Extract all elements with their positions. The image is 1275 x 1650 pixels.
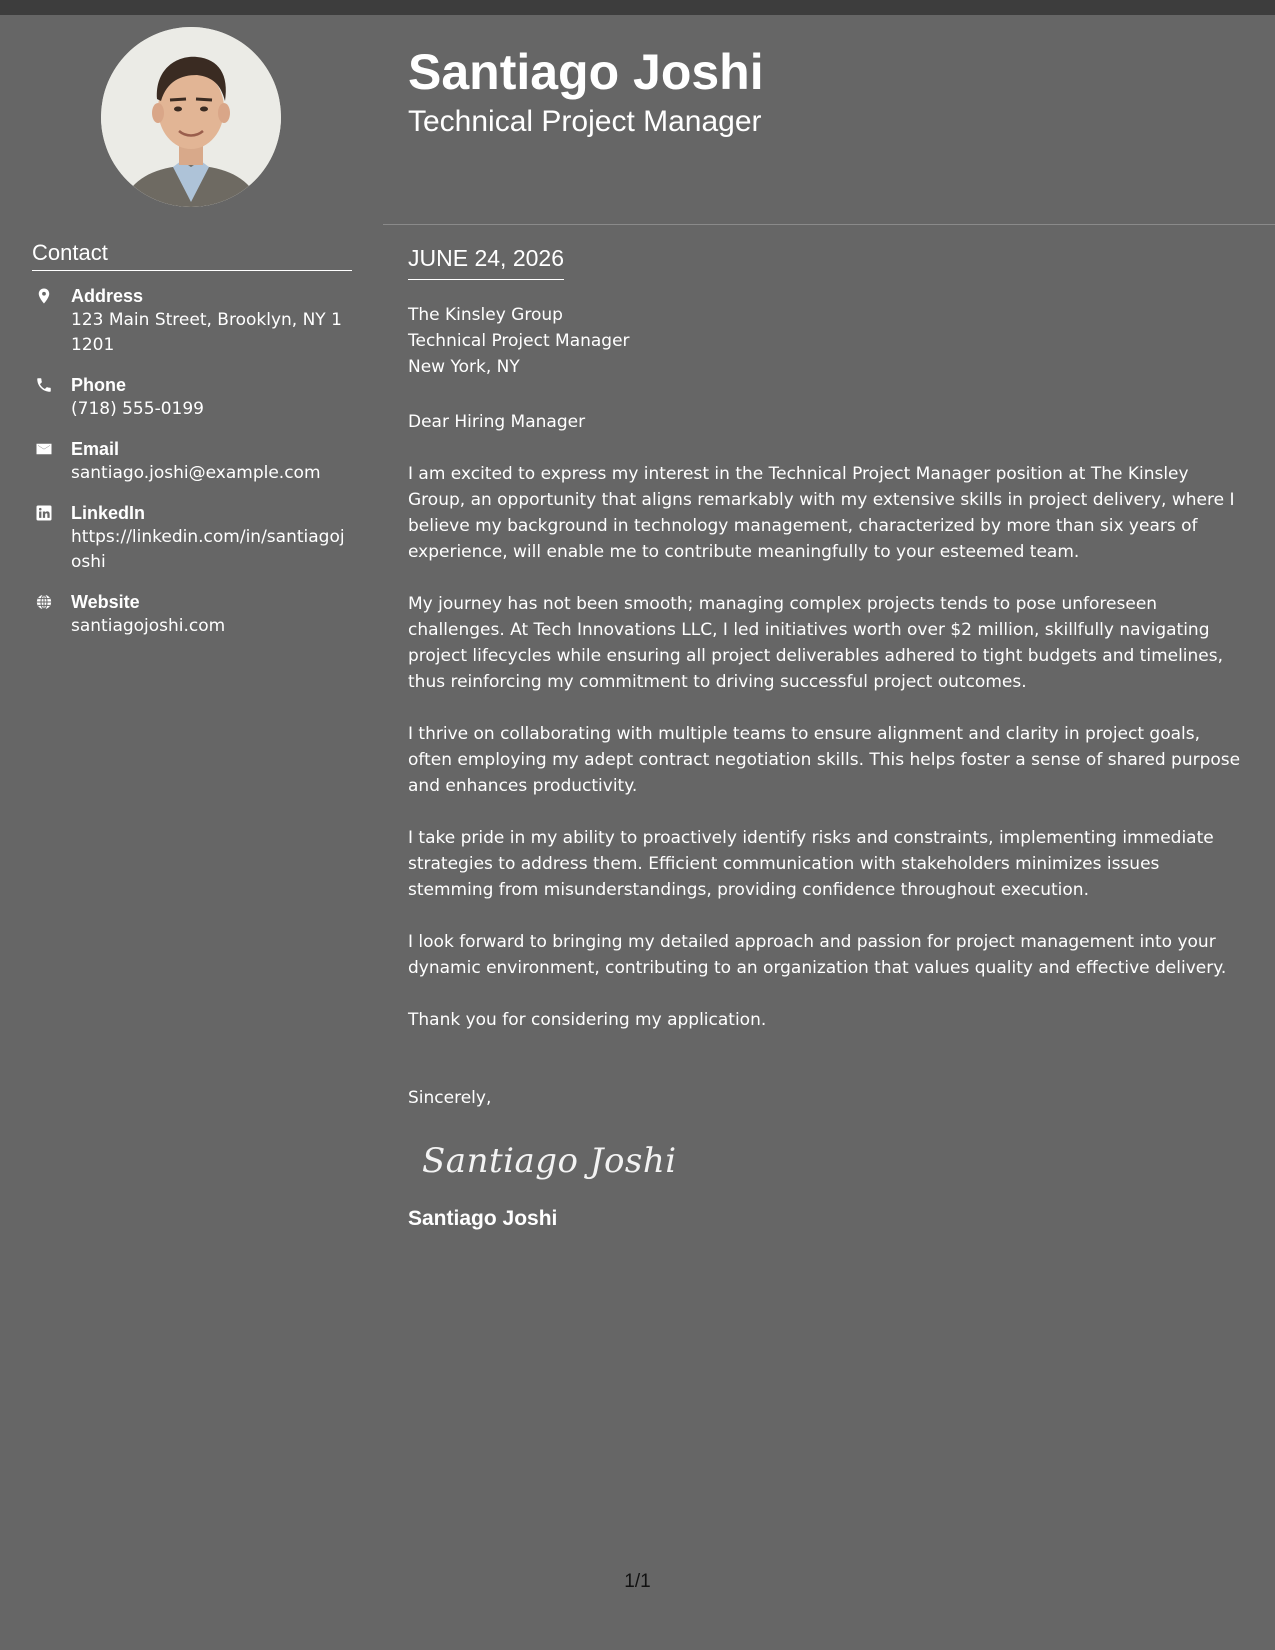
contact-label: LinkedIn [71, 503, 146, 523]
contact-label: Website [71, 592, 140, 612]
signed-name: Santiago Joshi [408, 1207, 558, 1230]
signature: Santiago Joshi [422, 1141, 677, 1181]
closing: Sincerely, [408, 1088, 492, 1108]
contact-item-address [32, 285, 352, 358]
contact-heading: Contact [32, 240, 352, 271]
contact-label: Email [71, 439, 120, 459]
profile-photo [101, 27, 281, 207]
recipient-block [408, 302, 1244, 380]
contact-label: Phone [71, 375, 127, 395]
recipient-location: New York, NY [408, 357, 520, 377]
contact-value: 123 Main Street, Brooklyn, NY 11201 [71, 310, 342, 355]
phone-icon [35, 376, 53, 394]
candidate-title: Technical Project Manager [408, 105, 762, 138]
page-number: 1/1 [624, 1571, 651, 1592]
linkedin-link[interactable]: https://linkedin.com/in/santiagojoshi [71, 527, 345, 572]
website-link[interactable]: santiagojoshi.com [71, 616, 226, 636]
contact-value: (718) 555-0199 [71, 399, 204, 419]
envelope-icon [35, 440, 53, 458]
contact-item-email [32, 438, 352, 486]
recipient-position: Technical Project Manager [408, 331, 630, 351]
paragraph: Thank you for considering my application. [408, 1010, 767, 1030]
paragraph: I look forward to bringing my detailed approach and passion for project management into your dynamic environment, contributing to an organization that values quality and effective delivery. [408, 932, 1227, 978]
contact-label: Address [71, 286, 144, 306]
candidate-name: Santiago Joshi [408, 44, 764, 100]
globe-icon [35, 593, 53, 611]
paragraph: I thrive on collaborating with multiple teams to ensure alignment and clarity in project goals, often employing my adept contract negotiation skills. This helps foster a sense of shared purpose and enhances productivity. [408, 724, 1241, 796]
recipient-company: The Kinsley Group [408, 305, 563, 325]
contact-item-website [32, 591, 352, 639]
top-bar [0, 0, 1275, 15]
letter-date: JUNE 24, 2026 [408, 243, 564, 280]
header-divider [383, 224, 1275, 225]
paragraph: My journey has not been smooth; managing complex projects tends to pose unforeseen challenges. At Tech Innovations LLC, I led initiatives worth over $2 million, skillfully navigating project lifecycles while ensuring all project deliverables adhered to tight budgets and timelines, thus reinforcing my commitment to driving successful project outcomes. [408, 594, 1224, 692]
contact-item-phone [32, 374, 352, 422]
salutation: Dear Hiring Manager [408, 412, 586, 432]
paragraph: I take pride in my ability to proactively identify risks and constraints, implementing immediate strategies to address them. Efficient communication with stakeholders minimizes issues stemming from misunderstandings, providing confidence throughout execution. [408, 828, 1214, 900]
contact-item-linkedin [32, 502, 352, 575]
paragraph: I am excited to express my interest in the Technical Project Manager position at The Kinsley Group, an opportunity that aligns remarkably with my extensive skills in project delivery, where I believe my background in technology management, characterized by more than six years of experience, will enable me to contribute meaningfully to your esteemed team. [408, 464, 1235, 562]
linkedin-icon [35, 504, 53, 522]
map-pin-icon [35, 287, 53, 305]
contact-value: santiago.joshi@example.com [71, 463, 321, 483]
letter-body [408, 302, 1244, 1233]
contact-list [32, 285, 352, 655]
